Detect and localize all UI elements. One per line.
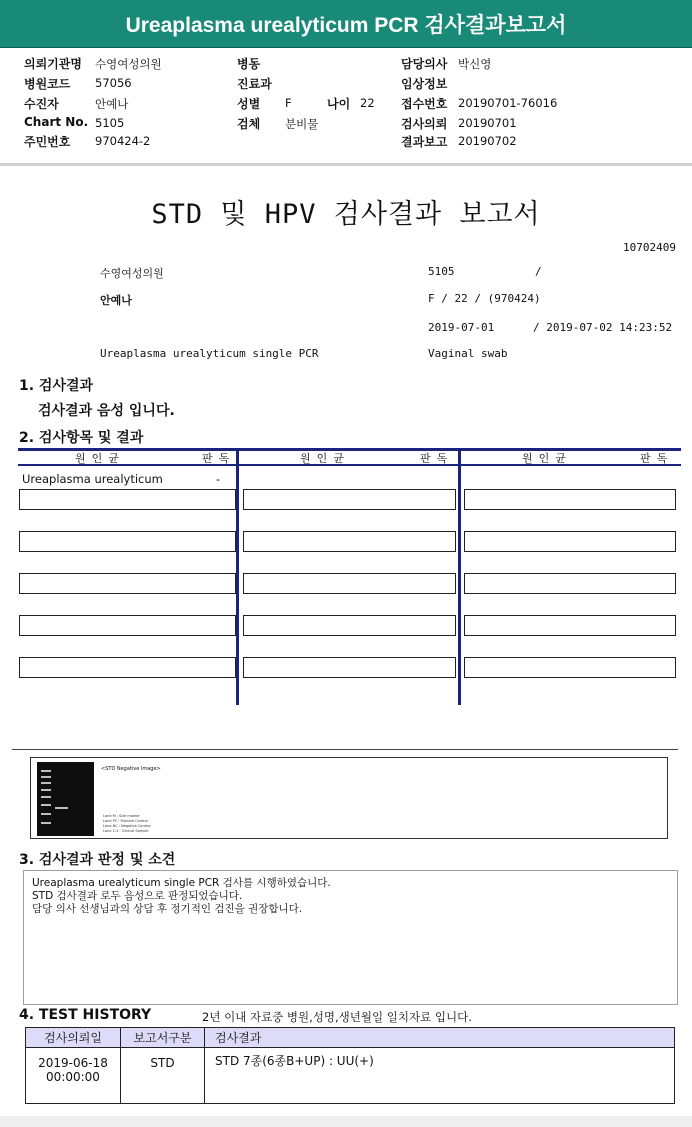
page-footer bbox=[0, 1116, 692, 1127]
table-header: 검사결과 bbox=[205, 1028, 675, 1048]
opinion-line: STD 검사결과 로두 음성으로 판정되었습니다. bbox=[32, 890, 243, 902]
history-table bbox=[25, 1027, 675, 1104]
column-header-read: 판독 bbox=[420, 452, 454, 465]
received-date: 2019-07-01 bbox=[428, 321, 495, 334]
info-value: 20190701-76016 bbox=[458, 96, 558, 110]
specimen: Vaginal swab bbox=[428, 347, 508, 360]
info-label: 임상정보 bbox=[401, 77, 448, 91]
table-header: 검사의뢰일 bbox=[26, 1028, 121, 1048]
info-value: 20190701 bbox=[458, 116, 517, 130]
result-cell bbox=[464, 531, 676, 552]
hospital-name: 수영여성의원 bbox=[100, 267, 164, 280]
result-cell bbox=[464, 489, 676, 510]
column-header-read: 판독 bbox=[640, 452, 674, 465]
patient-info bbox=[0, 55, 692, 165]
gel-legend-item: Lane PC : Positive Control bbox=[103, 819, 148, 823]
table-header-row bbox=[26, 1028, 675, 1048]
pathogen-name: Ureaplasma urealyticum bbox=[22, 472, 163, 486]
history-date-cell bbox=[26, 1048, 121, 1104]
result-cell bbox=[19, 531, 236, 552]
slash: / bbox=[535, 265, 542, 278]
info-value: F bbox=[285, 96, 292, 110]
info-value: 57056 bbox=[95, 76, 132, 90]
column-divider bbox=[458, 448, 461, 705]
result-cell bbox=[243, 615, 456, 636]
result-cell bbox=[464, 573, 676, 594]
gel-title: <STD Negative Image> bbox=[101, 766, 161, 772]
info-label: 병원코드 bbox=[24, 77, 71, 91]
result-cell bbox=[243, 531, 456, 552]
report-date: / 2019-07-02 14:23:52 bbox=[533, 321, 673, 334]
info-value: 20190702 bbox=[458, 134, 517, 148]
result-cell bbox=[19, 615, 236, 636]
section-3-heading: 3. 검사결과 판정 및 소견 bbox=[19, 852, 176, 868]
gel-legend-item: Lane 1-4 : Clinical Sample bbox=[103, 829, 149, 833]
info-value: 분비물 bbox=[285, 117, 319, 131]
result-cell bbox=[464, 657, 676, 678]
info-label: 접수번호 bbox=[401, 97, 448, 111]
column-header-pathogen: 원인균 bbox=[300, 452, 350, 465]
info-label: 성별 bbox=[237, 97, 261, 111]
info-value: 수영여성의원 bbox=[95, 57, 162, 71]
column-header-pathogen: 원인균 bbox=[75, 452, 125, 465]
document-title: STD 및 HPV 검사결과 보고서 bbox=[151, 199, 541, 230]
gel-legend-item: Lane M : Size marker bbox=[103, 814, 140, 818]
table-row bbox=[26, 1048, 675, 1104]
result-cell bbox=[19, 573, 236, 594]
info-label: 주민번호 bbox=[24, 135, 71, 149]
report-title: Ureaplasma urealyticum PCR 검사결과보고서 bbox=[125, 13, 567, 37]
result-cell bbox=[243, 573, 456, 594]
opinion-box bbox=[23, 870, 678, 1005]
info-value: 5105 bbox=[95, 116, 125, 130]
section-1-heading: 1. 검사결과 bbox=[19, 378, 94, 394]
info-value: 970424-2 bbox=[95, 134, 151, 148]
info-label: 병동 bbox=[237, 57, 261, 71]
info-label: 검사의뢰 bbox=[401, 117, 448, 131]
info-value: 안예나 bbox=[95, 97, 129, 111]
info-value: 박신영 bbox=[458, 57, 492, 71]
pathogen-result: - bbox=[216, 472, 221, 486]
opinion-line: 담당 의사 선생님과의 상담 후 정기적인 검진을 권장합니다. bbox=[32, 903, 303, 915]
section-4-heading: 4. TEST HISTORY bbox=[19, 1007, 152, 1023]
report-title-bar bbox=[0, 0, 692, 48]
info-label: 의뢰기관명 bbox=[24, 57, 82, 71]
info-label: 수진자 bbox=[24, 97, 59, 111]
section-2-heading: 2. 검사항목 및 결과 bbox=[19, 430, 144, 446]
test-name: Ureaplasma urealyticum single PCR bbox=[100, 347, 319, 360]
gel-electrophoresis-image bbox=[37, 762, 94, 836]
info-label: 진료과 bbox=[237, 77, 272, 91]
report-id: 10702409 bbox=[623, 241, 676, 254]
history-time: 00:00:00 bbox=[46, 1070, 100, 1084]
result-cell bbox=[19, 489, 236, 510]
result-cell bbox=[19, 657, 236, 678]
gel-legend-item: Lane NC : Negative Control bbox=[103, 824, 151, 828]
sex-age: F / 22 / (970424) bbox=[428, 292, 541, 305]
patient-name: 안예나 bbox=[100, 294, 132, 307]
table-header: 보고서구분 bbox=[121, 1028, 205, 1048]
result-cell bbox=[464, 615, 676, 636]
result-cell bbox=[243, 489, 456, 510]
column-divider bbox=[236, 448, 239, 705]
info-label: 검체 bbox=[237, 117, 261, 131]
column-header-read: 판독 bbox=[202, 452, 236, 465]
info-label: 결과보고 bbox=[401, 135, 448, 149]
result-cell bbox=[243, 657, 456, 678]
info-label: 나이 bbox=[327, 97, 351, 111]
history-type: STD bbox=[121, 1048, 205, 1104]
info-value: 22 bbox=[360, 96, 375, 110]
divider bbox=[12, 749, 678, 750]
opinion-line: Ureaplasma urealyticum single PCR 검사를 시행하였습니다. bbox=[32, 877, 331, 889]
history-note: 2년 이내 자료중 병원,성명,생년월일 일치자료 입니다. bbox=[202, 1010, 472, 1024]
history-date: 2019-06-18 bbox=[38, 1056, 108, 1070]
info-label: Chart No. bbox=[24, 115, 89, 129]
gel-image-box bbox=[30, 757, 668, 839]
result-summary: 검사결과 음성 입니다. bbox=[38, 403, 175, 419]
history-result: STD 7종(6종B+UP) : UU(+) bbox=[205, 1048, 675, 1104]
column-header-pathogen: 원인균 bbox=[522, 452, 572, 465]
info-label: 담당의사 bbox=[401, 57, 448, 71]
gel-legend bbox=[103, 814, 151, 834]
chart-number: 5105 bbox=[428, 265, 455, 278]
